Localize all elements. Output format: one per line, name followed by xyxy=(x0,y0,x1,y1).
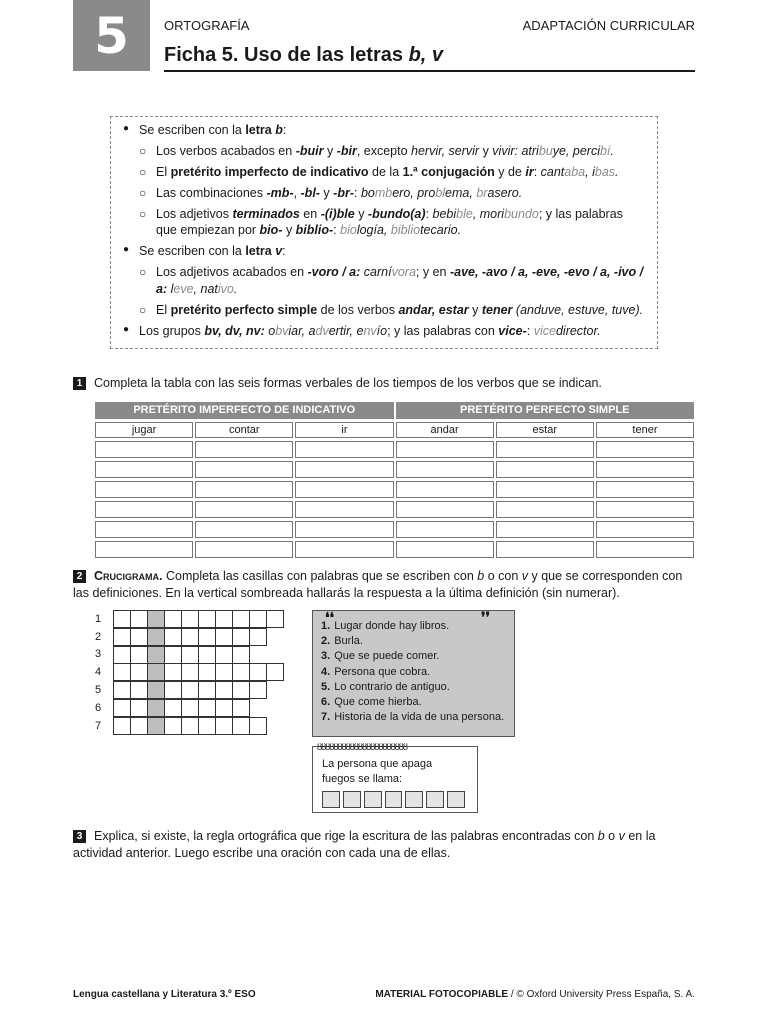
answer-cell[interactable] xyxy=(396,501,494,518)
crossword-cell[interactable] xyxy=(181,699,199,717)
verb-cell: jugar xyxy=(95,422,193,438)
crossword-grid xyxy=(95,610,283,735)
crossword-cell[interactable] xyxy=(198,646,216,664)
crossword-cell[interactable] xyxy=(113,610,131,628)
crossword-cell[interactable] xyxy=(164,717,182,735)
crossword-cell[interactable] xyxy=(181,663,199,681)
spiral-binding-icon: ȣȣȣȣȣȣȣȣȣȣȣȣȣȣȣȣȣȣȣȣȣȣ xyxy=(317,742,407,752)
verb-cell: estar xyxy=(496,422,594,438)
crossword-cell-shaded[interactable] xyxy=(147,699,165,717)
crossword-row xyxy=(95,610,283,628)
crossword-cell-shaded[interactable] xyxy=(147,646,165,664)
crossword-cell[interactable] xyxy=(164,681,182,699)
crossword-cell[interactable] xyxy=(232,610,250,628)
crossword-cell[interactable] xyxy=(181,717,199,735)
crossword-cell[interactable] xyxy=(130,646,148,664)
exercise-1-number: 1 xyxy=(73,377,86,390)
answer-cell[interactable] xyxy=(295,441,393,458)
answer-box[interactable] xyxy=(343,791,361,808)
answer-cell[interactable] xyxy=(396,541,494,558)
crossword-cell[interactable] xyxy=(198,610,216,628)
answer-cell[interactable] xyxy=(295,481,393,498)
crossword-cell[interactable] xyxy=(164,646,182,664)
exercise-2-instruction: 2 Crucigrama. Completa las casillas con palabras que se escriben con b o con v y que se corresponden con las definiciones. En la vertical sombreada hallarás la respuesta a la última definición (sin numerar). xyxy=(73,569,683,600)
footer-left: Lengua castellana y Literatura 3.º ESO xyxy=(73,989,256,1000)
crossword-cell[interactable] xyxy=(130,663,148,681)
crossword-cell[interactable] xyxy=(198,717,216,735)
crossword-cell[interactable] xyxy=(164,663,182,681)
crossword-cell[interactable] xyxy=(215,717,233,735)
category-label: ADAPTACIÓN CURRICULAR xyxy=(522,18,695,33)
crossword-cell[interactable] xyxy=(130,699,148,717)
crossword-cell[interactable] xyxy=(198,628,216,646)
rule-b-heading: ● Se escriben con la letra b: xyxy=(123,122,645,139)
header-topline xyxy=(164,18,695,33)
answer-cell[interactable] xyxy=(596,521,694,538)
crossword-row xyxy=(95,646,283,664)
verb-cell: contar xyxy=(195,422,293,438)
verb-table xyxy=(95,402,694,558)
crossword-cell[interactable] xyxy=(198,699,216,717)
definition-item: 1. Lugar donde hay libros. xyxy=(321,620,450,632)
answer-cell[interactable] xyxy=(496,441,594,458)
unit-number-badge: 5 xyxy=(73,0,150,71)
answer-cell[interactable] xyxy=(496,541,594,558)
crossword-row xyxy=(95,628,283,646)
crossword-cell[interactable] xyxy=(130,628,148,646)
rule-b-1: ○ Los verbos acabados en -buir y -bir, excepto hervir, servir y vivir: atribuye, percibí. xyxy=(123,143,645,160)
crossword-cell[interactable] xyxy=(164,628,182,646)
crossword-cell[interactable] xyxy=(181,646,199,664)
crossword-cell[interactable] xyxy=(113,663,131,681)
answer-cell[interactable] xyxy=(195,521,293,538)
answer-cell[interactable] xyxy=(95,461,193,478)
crossword-cell[interactable] xyxy=(249,681,267,699)
answer-row xyxy=(95,461,694,478)
answer-box[interactable] xyxy=(447,791,465,808)
answer-cell[interactable] xyxy=(195,441,293,458)
crossword-row-number: 1 xyxy=(95,612,102,625)
header-perfecto: PRETÉRITO PERFECTO SIMPLE xyxy=(396,402,695,419)
crossword-cell[interactable] xyxy=(198,663,216,681)
crossword-cell-shaded[interactable] xyxy=(147,610,165,628)
answer-cell[interactable] xyxy=(596,441,694,458)
crossword-cell[interactable] xyxy=(249,610,267,628)
crossword-cell-shaded[interactable] xyxy=(147,663,165,681)
header-imperfecto: PRETÉRITO IMPERFECTO DE INDICATIVO xyxy=(95,402,394,419)
rule-groups: ● Los grupos bv, dv, nv: obviar, advertir, envío; y las palabras con vice-: vicedirector. xyxy=(123,323,645,340)
answer-cell[interactable] xyxy=(396,461,494,478)
answer-row xyxy=(95,441,694,458)
exercise-3-instruction: 3 Explica, si existe, la regla ortográfica que rige la escritura de las palabras encontradas con b o v en la actividad anterior. Luego escribe una oración con cada una de ellas. xyxy=(73,829,656,860)
answer-cell[interactable] xyxy=(596,541,694,558)
crossword-cell[interactable] xyxy=(266,663,284,681)
crossword-cell[interactable] xyxy=(215,663,233,681)
footer-right: MATERIAL FOTOCOPIABLE / © Oxford University Press España, S. A. xyxy=(375,989,695,1000)
crossword-row xyxy=(95,681,283,699)
definitions-note xyxy=(312,610,515,737)
quote-close-icon: ❜❜ xyxy=(480,609,490,625)
crossword-row-number: 6 xyxy=(95,701,102,714)
crossword-cell[interactable] xyxy=(215,646,233,664)
page-title xyxy=(164,44,443,67)
crossword-cell[interactable] xyxy=(232,681,250,699)
answer-cell[interactable] xyxy=(195,501,293,518)
crossword-cell[interactable] xyxy=(215,681,233,699)
crossword-cell[interactable] xyxy=(215,699,233,717)
answer-cell[interactable] xyxy=(95,481,193,498)
exercise-3-number: 3 xyxy=(73,830,86,843)
definition-item: 3. Que se puede comer. xyxy=(321,650,440,663)
definition-item: 6. Que come hierba. xyxy=(321,695,422,708)
crossword-cell[interactable] xyxy=(181,628,199,646)
crossword-cell[interactable] xyxy=(113,646,131,664)
crossword-cell[interactable] xyxy=(232,628,250,646)
answer-boxes xyxy=(322,791,468,808)
crossword-row-number: 2 xyxy=(95,630,102,643)
crossword-cell[interactable] xyxy=(113,717,131,735)
crossword-row-number: 5 xyxy=(95,684,102,697)
answer-cell[interactable] xyxy=(596,501,694,518)
crossword-row xyxy=(95,699,283,717)
answer-cell[interactable] xyxy=(396,481,494,498)
rule-v-1: ○ Los adjetivos acabados en -voro / a: carnívora; y en -ave, -avo / a, -eve, -evo / a, -ivo / a: leve, nativo. xyxy=(123,264,645,298)
answer-cell[interactable] xyxy=(195,481,293,498)
crossword-cell-shaded[interactable] xyxy=(147,628,165,646)
answer-row xyxy=(95,501,694,518)
rule-b-4: ○ Los adjetivos terminados en -(i)ble y -bundo(a): bebible, moribundo; y las palabras que empiezan por bio- y biblio-: biología, bibliotecario. xyxy=(123,206,645,240)
crossword-cell[interactable] xyxy=(164,610,182,628)
title-text: Ficha 5. Uso de las letras xyxy=(164,44,409,66)
answer-box[interactable] xyxy=(405,791,423,808)
answer-cell[interactable] xyxy=(496,501,594,518)
answer-cell[interactable] xyxy=(396,441,494,458)
answer-cell[interactable] xyxy=(95,541,193,558)
definition-item: 7. Historia de la vida de una persona. xyxy=(321,711,505,724)
answer-cell[interactable] xyxy=(596,461,694,478)
crossword-row xyxy=(95,717,283,735)
crossword-row-number: 7 xyxy=(95,719,102,732)
answer-cell[interactable] xyxy=(496,481,594,498)
crossword-cell[interactable] xyxy=(232,699,250,717)
answer-cell[interactable] xyxy=(295,541,393,558)
rule-v-heading: ● Se escriben con la letra v: xyxy=(123,243,645,260)
answer-cell[interactable] xyxy=(596,481,694,498)
crossword-cell[interactable] xyxy=(249,717,267,735)
crossword-row-number: 4 xyxy=(95,666,102,679)
definition-item: 4. Persona que cobra. xyxy=(321,665,431,678)
answer-cell[interactable] xyxy=(295,521,393,538)
crossword-cell[interactable] xyxy=(130,610,148,628)
exercise-1-instruction: 1 Completa la tabla con las seis formas verbales de los tiempos de los verbos que se indican. xyxy=(73,375,693,392)
answer-box[interactable] xyxy=(364,791,382,808)
crossword-cell[interactable] xyxy=(215,610,233,628)
answer-row xyxy=(95,521,694,538)
crossword-cell[interactable] xyxy=(113,681,131,699)
answer-cell[interactable] xyxy=(195,461,293,478)
answer-cell[interactable] xyxy=(396,521,494,538)
crossword-cell[interactable] xyxy=(232,717,250,735)
crossword-cell[interactable] xyxy=(198,681,216,699)
section-label: ORTOGRAFÍA xyxy=(164,18,250,33)
crossword-cell-shaded[interactable] xyxy=(147,717,165,735)
verb-cell: ir xyxy=(295,422,393,438)
verb-names-row xyxy=(95,422,694,438)
crossword-cell[interactable] xyxy=(164,699,182,717)
verb-cell: tener xyxy=(596,422,694,438)
answer-box[interactable] xyxy=(385,791,403,808)
crossword-row xyxy=(95,663,283,681)
crossword-cell[interactable] xyxy=(215,628,233,646)
answer-cell[interactable] xyxy=(295,501,393,518)
verb-cell: andar xyxy=(396,422,494,438)
answer-box[interactable] xyxy=(322,791,340,808)
title-divider xyxy=(164,70,695,72)
rules-box xyxy=(110,116,658,349)
crossword-cell[interactable] xyxy=(181,610,199,628)
definition-item: 2. Burla. xyxy=(321,635,363,648)
verb-table-header xyxy=(95,402,694,419)
rule-b-2: ○ El pretérito imperfecto de indicativo de la 1.ª conjugación y de ir: cantaba, ibas. xyxy=(123,164,645,181)
title-letters: b, v xyxy=(408,44,444,66)
crossword-cell-shaded[interactable] xyxy=(147,681,165,699)
answer-cell[interactable] xyxy=(95,521,193,538)
quote-open-icon: ❛❛ xyxy=(325,609,335,625)
answer-cell[interactable] xyxy=(95,441,193,458)
final-definition-text: La persona que apaga fuegos se llama: xyxy=(322,758,433,785)
crossword-row-number: 3 xyxy=(95,648,102,661)
crossword-cell[interactable] xyxy=(232,663,250,681)
answer-row xyxy=(95,481,694,498)
crossword-cell[interactable] xyxy=(249,663,267,681)
crossword-cell[interactable] xyxy=(113,628,131,646)
answer-row xyxy=(95,541,694,558)
answer-cell[interactable] xyxy=(295,461,393,478)
crossword-cell[interactable] xyxy=(130,681,148,699)
rule-b-3: ○ Las combinaciones -mb-, -bl- y -br-: bombero, problema, brasero. xyxy=(123,185,645,202)
crossword-cell[interactable] xyxy=(249,628,267,646)
crossword-cell[interactable] xyxy=(181,681,199,699)
crossword-cell[interactable] xyxy=(113,699,131,717)
rule-v-2: ○ El pretérito perfecto simple de los verbos andar, estar y tener (anduve, estuve, tuve). xyxy=(123,302,645,319)
crossword-cell[interactable] xyxy=(232,646,250,664)
exercise-2-number: 2 xyxy=(73,570,86,583)
answer-cell[interactable] xyxy=(496,461,594,478)
answer-cell[interactable] xyxy=(95,501,193,518)
crossword-cell[interactable] xyxy=(266,610,284,628)
answer-cell[interactable] xyxy=(195,541,293,558)
answer-cell[interactable] xyxy=(496,521,594,538)
definition-item: 5. Lo contrario de antiguo. xyxy=(321,680,450,693)
final-definition-pad xyxy=(312,742,478,813)
crossword-cell[interactable] xyxy=(130,717,148,735)
answer-box[interactable] xyxy=(426,791,444,808)
